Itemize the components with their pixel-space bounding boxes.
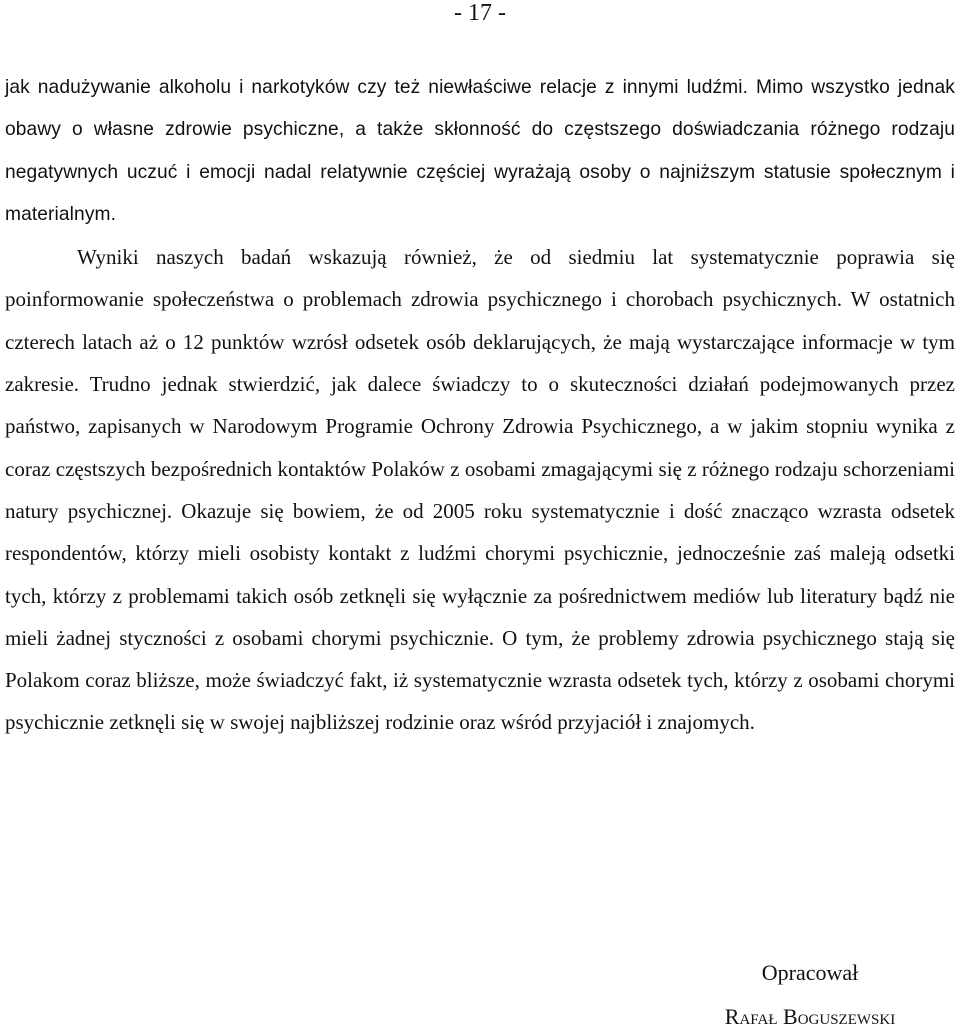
page-number: - 17 - bbox=[454, 0, 506, 26]
signature-label: Opracował bbox=[761, 960, 859, 985]
document-body bbox=[5, 67, 955, 744]
paragraph-survey-results: Wyniki naszych badań wskazują również, że od siedmiu lat systematycznie poprawia się poinformowanie społeczeństwa o problemach zdrowia psychicznego i chorobach psychicznych. W ostatnich czterech latach aż o 12 punktów wzrósł odsetek osób deklarujących, że mają wystarczające informacje w tym zakresie. Trudno jednak stwierdzić, jak dalece świadczy to o skuteczności działań podejmowanych przez państwo, zapisanych w Narodowym Programie Ochrony Zdrowia Psychicznego, a w jakim stopniu wynika z coraz częstszych bezpośrednich kontaktów Polaków z osobami zmagającymi się z różnego rodzaju schorzeniami natury psychicznej. Okazuje się bowiem, że od 2005 roku systematycznie i dość znacząco wzrasta odsetek respondentów, którzy mieli osobisty kontakt z ludźmi chorymi psychicznie, jednocześnie zaś maleją odsetki tych, którzy z problemami takich osób zetknęli się wyłącznie za pośrednictwem mediów lub literatury bądź nie mieli żadnej styczności z osobami chorymi psychicznie. O tym, że problemy zdrowia psychicznego stają się Polakom coraz bliższe, może świadczyć fakt, iż systematycznie wzrasta odsetek tych, którzy z osobami chorymi psychicznie zetknęli się w swojej najbliższej rodzinie oraz wśród przyjaciół i znajomych. bbox=[5, 245, 955, 735]
paragraph-continuation: jak nadużywanie alkoholu i narkotyków czy też niewłaściwe relacje z innymi ludźmi. Mimo wszystko jednak obawy o własne zdrowie psychiczne, a także skłonność do częstszego doświadczania różnego rodzaju negatywnych uczuć i emocji nadal relatywnie częściej wyrażają osoby o najniższym statusie społecznym i materialnym. bbox=[5, 77, 955, 225]
signature-author-name: Rafał Boguszewski bbox=[724, 1004, 896, 1029]
